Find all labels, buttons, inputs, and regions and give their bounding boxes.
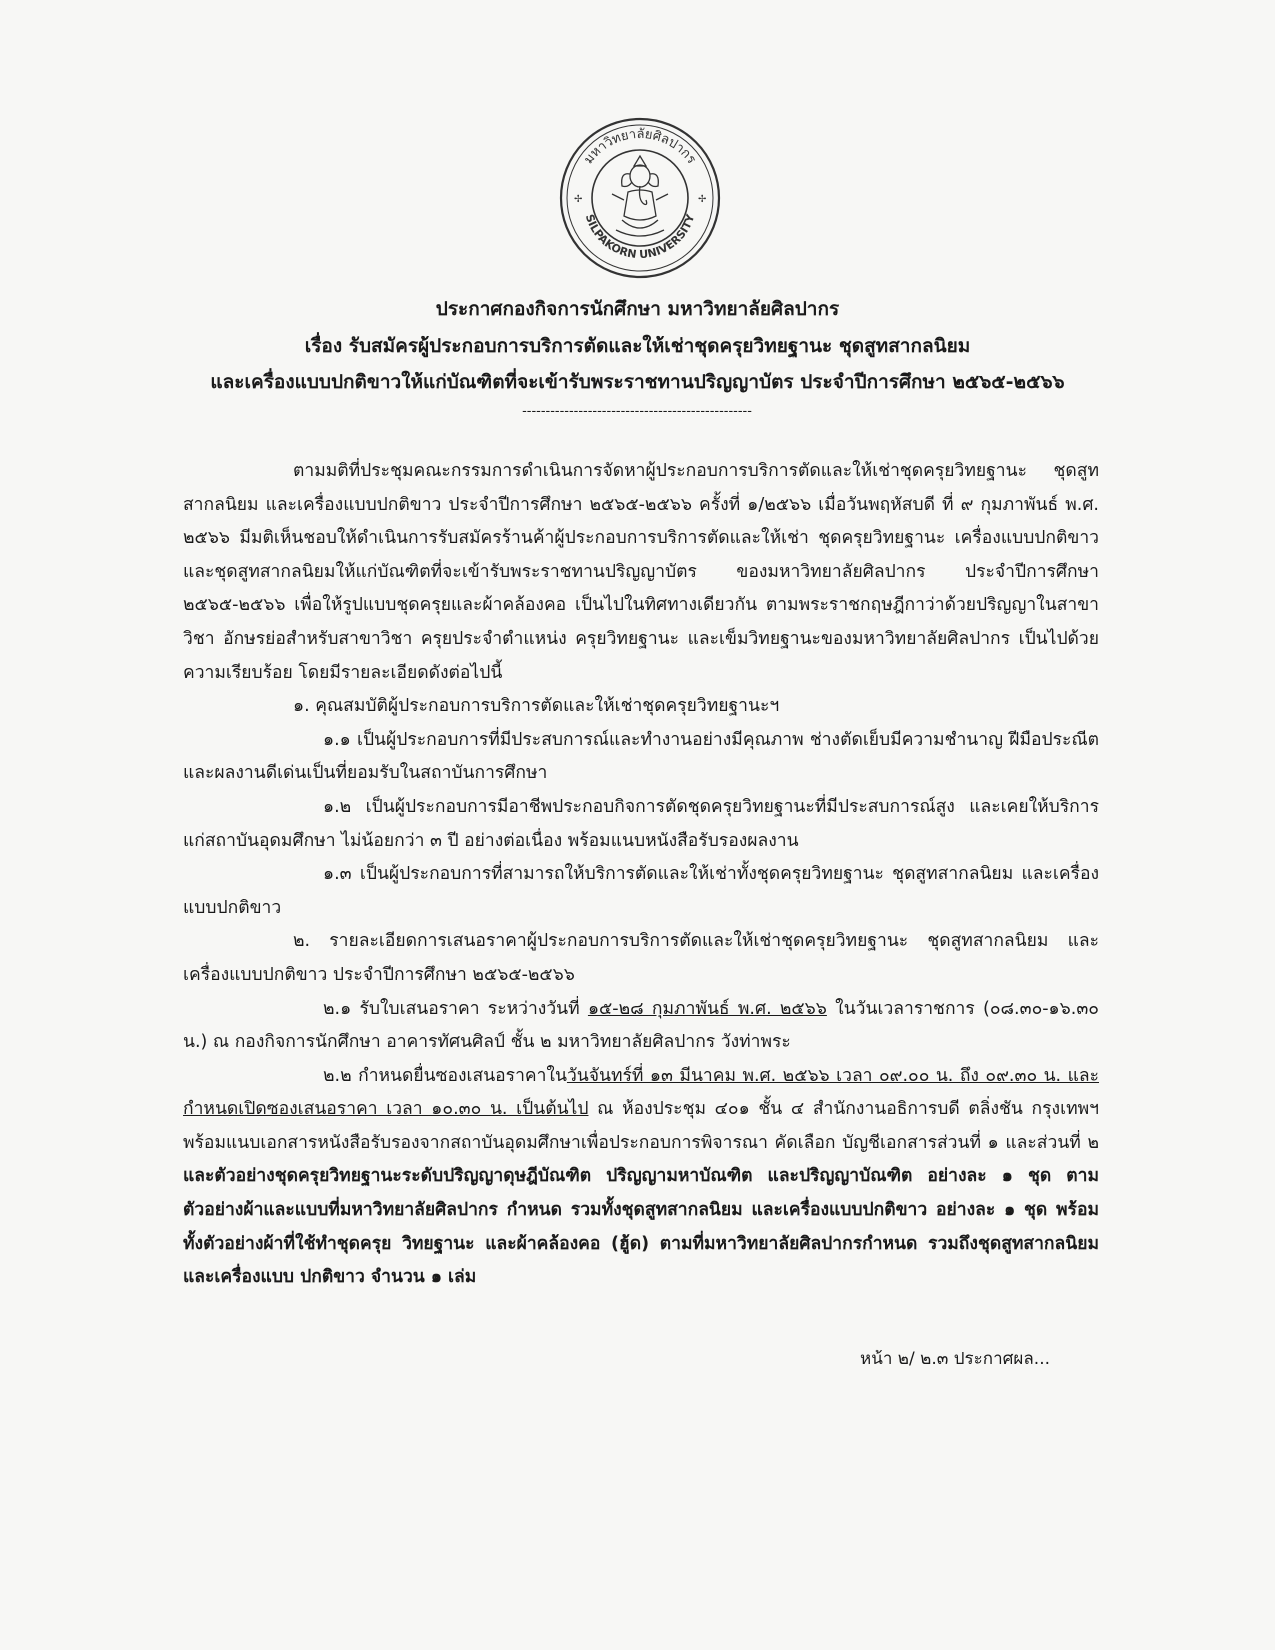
header-separator: -------------------------------------------------: [522, 404, 752, 419]
section-2-1-text-b: ในวันเวลาราชการ (๐๘.๓๐-๑๖.๓๐ น.) ณ กองกิจการนักศึกษา อาคารทัศนศิลป์ ชั้น ๒ มหาวิทยาลัยศิลปากร วังท่าพระ: [183, 998, 1099, 1053]
svg-text:มหาวิทยาลัยศิลปากร: [581, 127, 698, 167]
section-1-2: ๑.๒ เป็นผู้ประกอบการมีอาชีพประกอบกิจการตัดชุดครุยวิทยฐานะที่มีประสบการณ์สูง และเคยให้บริการแก่สถาบันอุดมศึกษา ไม่น้อยกว่า ๓ ปี อย่างต่อเนื่อง พร้อมแนบหนังสือรับรองผลงาน: [183, 796, 1099, 851]
section-2-1-text-a: ๒.๑ รับใบเสนอราคา ระหว่างวันที่: [323, 998, 588, 1019]
seal-bottom-text: SILPAKORN UNIVERSITY: [582, 212, 698, 262]
section-2-1: [183, 993, 1099, 1060]
section-1-1: ๑.๑ เป็นผู้ประกอบการที่มีประสบการณ์และทำงานอย่างมีคุณภาพ ช่างตัดเย็บมีความชำนาญ ฝีมือประณีต และผลงานดีเด่นเป็นที่ยอมรับในสถาบันการศึกษา: [183, 729, 1099, 784]
announcement-subject-line1: เรื่อง รับสมัครผู้ประกอบการบริการตัดและให้เช่าชุดครุยวิทยฐานะ ชุดสูทสากลนิยม: [304, 335, 971, 357]
page-continuation-note: หน้า ๒/ ๒.๓ ประกาศผล...: [860, 1349, 1051, 1369]
svg-text:✢: ✢: [698, 194, 707, 205]
section-2-1-dates: ๑๕-๒๘ กุมภาพันธ์ พ.ศ. ๒๕๖๖: [587, 998, 827, 1019]
announcement-subject-line2: และเครื่องแบบปกติขาวให้แก่บัณฑิตที่จะเข้ารับพระราชทานปริญญาบัตร ประจำปีการศึกษา ๒๕๖๕-๒๕๖๖: [210, 371, 1065, 393]
section-2-2-requirements: และตัวอย่างชุดครุยวิทยฐานะระดับปริญญาดุษฎีบัณฑิต ปริญญามหาบัณฑิต และปริญญาบัณฑิต อย่างละ ๑ ชุด ตามตัวอย่างผ้าและแบบที่มหาวิทยาลัยศิลปากร กำหนด รวมทั้งชุดสูทสากลนิยม และเครื่องแบบปกติขาว อย่างละ ๑ ชุด พร้อมทั้งตัวอย่างผ้าที่ใช้ทำชุดครุย วิทยฐานะ และผ้าคล้องคอ (ฮู้ด) ตามที่มหาวิทยาลัยศิลปากรกำหนด รวมถึงชุดสูทสากลนิยม และเครื่องแบบ ปกติขาว จำนวน ๑ เล่ม: [183, 1166, 1099, 1288]
section-1-title: ๑. คุณสมบัติผู้ประกอบการบริการตัดและให้เช่าชุดครุยวิทยฐานะฯ: [293, 696, 780, 717]
seal-top-text: มหาวิทยาลัยศิลปากร: [581, 126, 699, 168]
announcement-title: ประกาศกองกิจการนักศึกษา มหาวิทยาลัยศิลปากร: [435, 298, 840, 320]
section-2-2: [183, 1060, 1099, 1295]
section-2-title: ๒. รายละเอียดการเสนอราคาผู้ประกอบการบริการตัดและให้เช่าชุดครุยวิทยฐานะ ชุดสูทสากลนิยม และเครื่องแบบปกติขาว ประจำปีการศึกษา ๒๕๖๕-๒๕๖๖: [183, 931, 1099, 985]
intro-paragraph: ตามมติที่ประชุมคณะกรรมการดำเนินการจัดหาผู้ประกอบการบริการตัดและให้เช่าชุดครุยวิทยฐานะ ชุดสูทสากลนิยม และเครื่องแบบปกติขาว ประจำปีการศึกษา ๒๕๖๕-๒๕๖๖ ครั้งที่ ๑/๒๕๖๖ เมื่อวันพฤหัสบดี ที่ ๙ กุมภาพันธ์ พ.ศ. ๒๕๖๖ มีมติเห็นชอบให้ดำเนินการรับสมัครร้านค้าผู้ประกอบการบริการตัดและให้เช่า ชุดครุยวิทยฐานะ เครื่องแบบปกติขาว และชุดสูทสากลนิยมให้แก่บัณฑิตที่จะเข้ารับพระราชทานปริญญาบัตร ของมหาวิทยาลัยศิลปากร ประจำปีการศึกษา ๒๕๖๕-๒๕๖๖ เพื่อให้รูปแบบชุดครุยและผ้าคล้องคอ เป็นไปในทิศทางเดียวกัน ตามพระราชกฤษฎีกาว่าด้วยปริญญาในสาขาวิชา อักษรย่อสำหรับสาขาวิชา ครุยประจำตำแหน่ง ครุยวิทยฐานะ และเข็มวิทยฐานะของมหาวิทยาลัยศิลปากร เป็นไปด้วยความเรียบร้อย โดยมีรายละเอียดดังต่อไปนี้: [183, 461, 1099, 683]
university-seal-logo: [558, 116, 722, 280]
svg-text:✢: ✢: [574, 194, 583, 205]
section-2-2-text-b: ณ ห้องประชุม ๔๐๑ ชั้น ๔ สำนักงานอธิการบดี ตลิ่งชัน กรุงเทพฯ พร้อมแนบเอกสารหนังสือรับรองจากสถาบันอุดมศึกษาเพื่อประกอบการพิจารณา คัดเลือก บัญชีเอกสารส่วนที่ ๑ และส่วนที่ ๒: [183, 1099, 1100, 1153]
section-2-2-text-a: ๒.๒ กำหนดยื่นซองเสนอราคาใน: [323, 1065, 567, 1086]
section-1-3: ๑.๓ เป็นผู้ประกอบการที่สามารถให้บริการตัดและให้เช่าทั้งชุดครุยวิทยฐานะ ชุดสูทสากลนิยม และเครื่องแบบปกติขาว: [183, 864, 1099, 918]
section-2-2-schedule: วันจันทร์ที่ ๑๓ มีนาคม พ.ศ. ๒๕๖๖ เวลา ๐๙.๐๐ น. ถึง ๐๙.๓๐ น. และกำหนดเปิดซองเสนอราคา เวลา ๑๐.๓๐ น. เป็นต้นไป: [183, 1065, 1099, 1120]
document-body: [183, 455, 1099, 1295]
